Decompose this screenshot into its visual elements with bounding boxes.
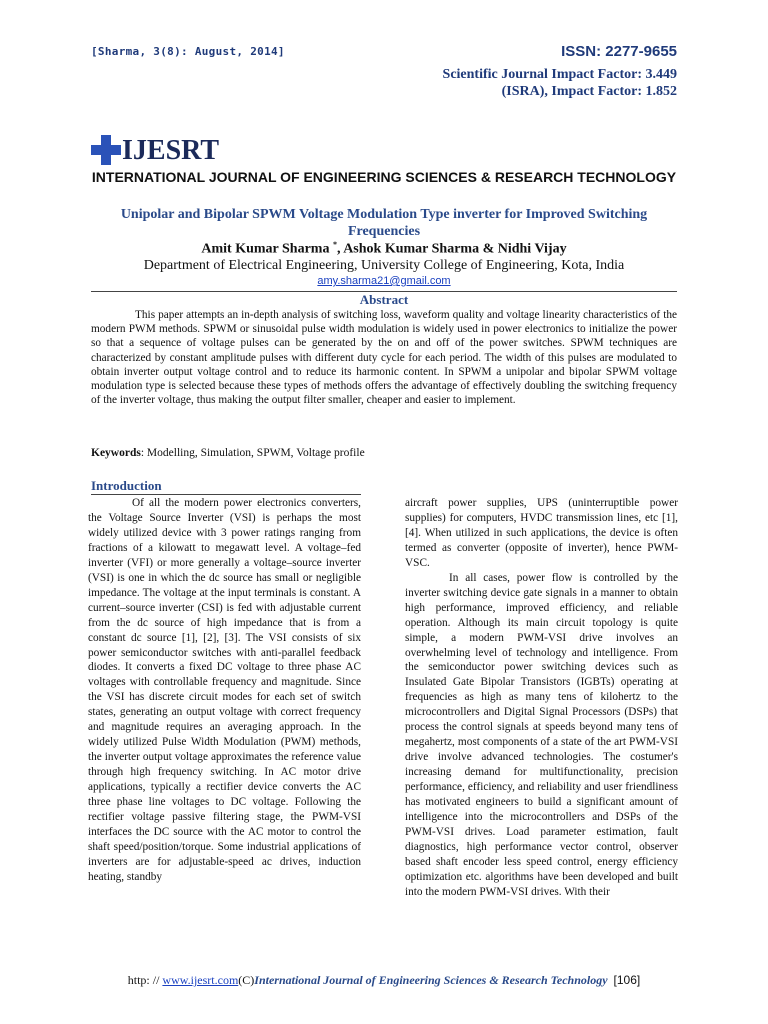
author-primary: Amit Kumar Sharma: [201, 241, 333, 257]
authors: [91, 240, 677, 258]
intro-paragraph: Of all the modern power electronics converters, the Voltage Source Inverter (VSI) is perhaps the most widely utilized device with 3 power ratings ranging from fractions of a kilowatt to megawatt level. A voltage–fed inverter (VFI) or more generally a voltage–source inverter (VSI) is one in which the dc source has small or negligible impedance. The voltage at the input terminals is constant. A current–source inverter (CSI) is fed with adjustable current from the dc source of high impedance that is from a constant dc source [1], [2], [3]. The VSI consists of six power semiconductor switches with anti-parallel feedback diodes. It converts a fixed DC voltage to three phase AC voltages with controllable frequency and magnitude. Since the VSI has discrete circuit modes for each set of switch states, generating an output voltage with correct frequency and magnitude requires an averaging approach. In the widely utilized Pulse Width Modulation (PWM) methods, the inverter output voltage approximates the reference value through high frequency switching. In AC motor drive applications, typically a rectifier device converts the AC three phase line voltages to DC voltage. Following the rectifier voltage passive filtering stage, the PWM-VSI interfaces the DC source with the AC motor to control the shaft speed/position/torque. Some industrial applications of inverters are for adjustable-speed ac drives, induction heating, standby: [88, 497, 361, 883]
journal-logo: [91, 133, 219, 165]
keywords: [91, 447, 677, 459]
left-column: [88, 496, 361, 885]
author-email-link[interactable]: amy.sharma21@gmail.com: [317, 275, 451, 287]
introduction-heading: Introduction: [91, 478, 162, 493]
keywords-list: : Modelling, Simulation, SPWM, Voltage profile: [140, 447, 365, 459]
citation-header: [Sharma, 3(8): August, 2014]: [91, 45, 285, 58]
footer-copyright: (C): [238, 973, 255, 987]
abstract-heading: Abstract: [359, 292, 409, 307]
page-number: [106]: [613, 973, 641, 987]
right-column: [405, 496, 678, 900]
journal-website-link[interactable]: www.ijesrt.com: [162, 973, 239, 987]
introduction-divider: [91, 494, 361, 495]
impact-factors: [443, 66, 677, 100]
footer-prefix: http: //: [127, 973, 163, 987]
keywords-label: Keywords: [91, 447, 141, 459]
issn: ISSN: 2277-9655: [561, 43, 677, 60]
logo-text: IJESRT: [122, 135, 220, 166]
author-others: , Ashok Kumar Sharma & Nidhi Vijay: [336, 241, 567, 257]
intro-paragraph: In all cases, power flow is controlled by the inverter switching device gate signals in a manner to obtain high performance, improved efficiency, and reliable operation. Although its main circuit topology is quite simple, a modern PWM-VSI drive involves an overwhelming level of technology and intelligence. From the semiconductor power switching devices such as Insulated Gate Bipolar Transistors (IGBTs) operating at frequencies as high as many tens of kilohertz to the microcontrollers and Digital Signal Processors (DSPs) that process the control signals at speeds beyond many tens of megahertz, most components of a state of the art PWM-VSI drive involve advanced technologies. The costumer's increasing demand for multifunctionality, precision performance, efficiency, and reliability and user friendliness has motivated engineers to build a significant amount of intelligence into the microcontrollers and DSPs of the PWM-VSI drives. Load parameter estimation, fault diagnostics, high performance vector control, observer based shaft encoder less speed control, energy efficiency optimization etc. algorithms have been developed and built into the modern PWM-VSI drives. With their: [405, 571, 678, 898]
paper-title: Unipolar and Bipolar SPWM Voltage Modulation Type inverter for Improved Switching Frequencies: [120, 207, 648, 239]
footer-journal-name: International Journal of Engineering Sciences & Research Technology: [254, 973, 608, 987]
impact-factor-isra: (ISRA), Impact Factor: 1.852: [501, 84, 677, 99]
plus-icon: [91, 135, 121, 165]
journal-name: INTERNATIONAL JOURNAL OF ENGINEERING SCIENCES & RESEARCH TECHNOLOGY: [91, 169, 677, 185]
affiliation: Department of Electrical Engineering, University College of Engineering, Kota, India: [143, 258, 625, 273]
intro-paragraph: aircraft power supplies, UPS (uninterruptible power supplies) for computers, HVDC transmission lines, etc [1],[4]. When utilized in such applications, the device is often termed as converter (opposite of inverter), hence PWM-VSC.: [405, 497, 678, 569]
impact-factor-sjif: Scientific Journal Impact Factor: 3.449: [442, 67, 677, 82]
corresponding-mark: *: [332, 240, 337, 249]
abstract-text: This paper attempts an in-depth analysis of switching loss, waveform quality and voltage linearity characteristics of the modern PWM methods. SPWM or sinusoidal pulse width modulation is widely used in power electronics to initialize the power so that a sequence of voltage pulses can be generated by the on and off of the power switches. SPWM techniques are characterized by constant amplitude pulses with different duty cycle for each period. The width of this pulses are modulated to obtain inverter output voltage control and to reduce its harmonic content. In SPWM a unipolar and bipolar SPWM voltage modulation type is selected because these types of methods offers the advantage of effectively doubling the switching frequency of the inverter voltage, thus making the output filter smaller, cheaper and easier to implement.: [91, 309, 677, 407]
page-footer: [0, 973, 768, 988]
